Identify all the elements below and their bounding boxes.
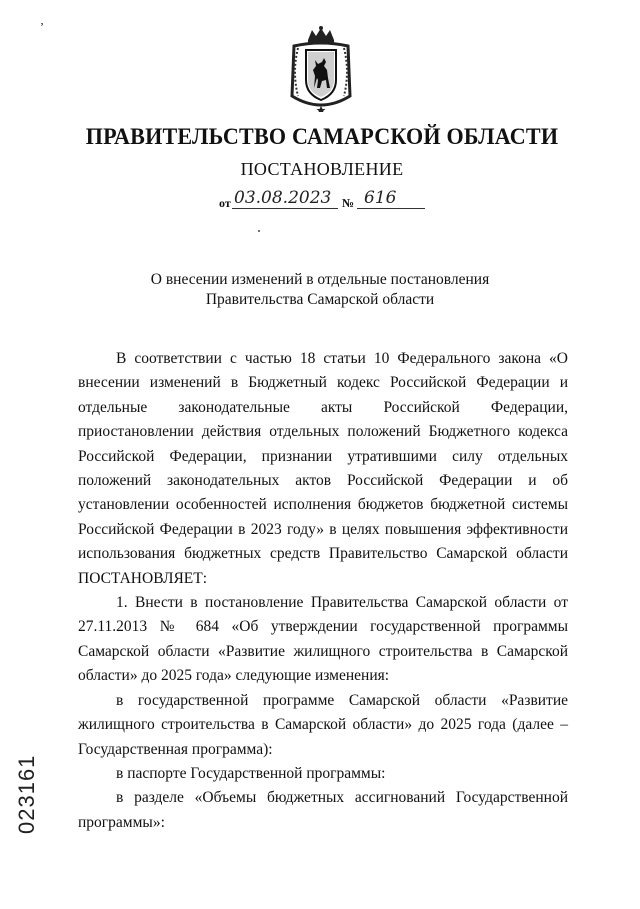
- body-paragraph: в разделе «Объемы бюджетных ассигнований Государственной программы»:: [78, 789, 568, 831]
- coat-of-arms-emblem: [286, 26, 356, 112]
- date-underline: [232, 208, 338, 209]
- organization-title: ПРАВИТЕЛЬСТВО САМАРСКОЙ ОБЛАСТИ: [85, 124, 559, 149]
- document-body: [78, 347, 568, 835]
- number-prefix: №: [342, 196, 355, 210]
- subject-line: Правительства Самарской области: [205, 291, 435, 308]
- number-underline: [357, 208, 425, 209]
- document-date-number: [0, 188, 640, 212]
- document-subject: [120, 270, 520, 310]
- document-number: 616: [364, 188, 397, 208]
- body-paragraph: в паспорте Государственной программы:: [116, 764, 386, 782]
- date-prefix: от: [219, 196, 231, 210]
- scan-dot: [258, 230, 260, 232]
- registration-number: 023161: [14, 754, 39, 834]
- scan-mark: ‚: [40, 13, 44, 27]
- document-type: ПОСТАНОВЛЕНИЕ: [240, 159, 404, 179]
- subject-line: О внесении изменений в отдельные постановления: [150, 271, 490, 288]
- clause-1-paragraph: 1. Внести в постановление Правительства Самарской области от 27.11.2013 № 684 «Об утверждении государственной программы Самарской области «Развитие жилищного строительства в Самарской области» до 2025 года» следующие изменения:: [78, 594, 568, 685]
- preamble-paragraph: В соответствии с частью 18 статьи 10 Федерального закона «О внесении изменений в Бюджетный кодекс Российской Федерации и отдельные законодательные акты Российской Федерации, приостановлении действия отдельных положений Бюджетного кодекса Российской Федерации, признании утратившими силу отдельных положений законодательных актов Российской Федерации и об установлении особенностей исполнения бюджетов бюджетной системы Российской Федерации в 2023 году» в целях повышения эффективности использования бюджетных средств Правительство Самарской области ПОСТАНОВЛЯЕТ:: [78, 350, 568, 587]
- document-date: 03.08.2023: [234, 188, 332, 208]
- body-paragraph: в государственной программе Самарской области «Развитие жилищного строительства в Самарской области» до 2025 года (далее – Государственная программа):: [78, 691, 568, 758]
